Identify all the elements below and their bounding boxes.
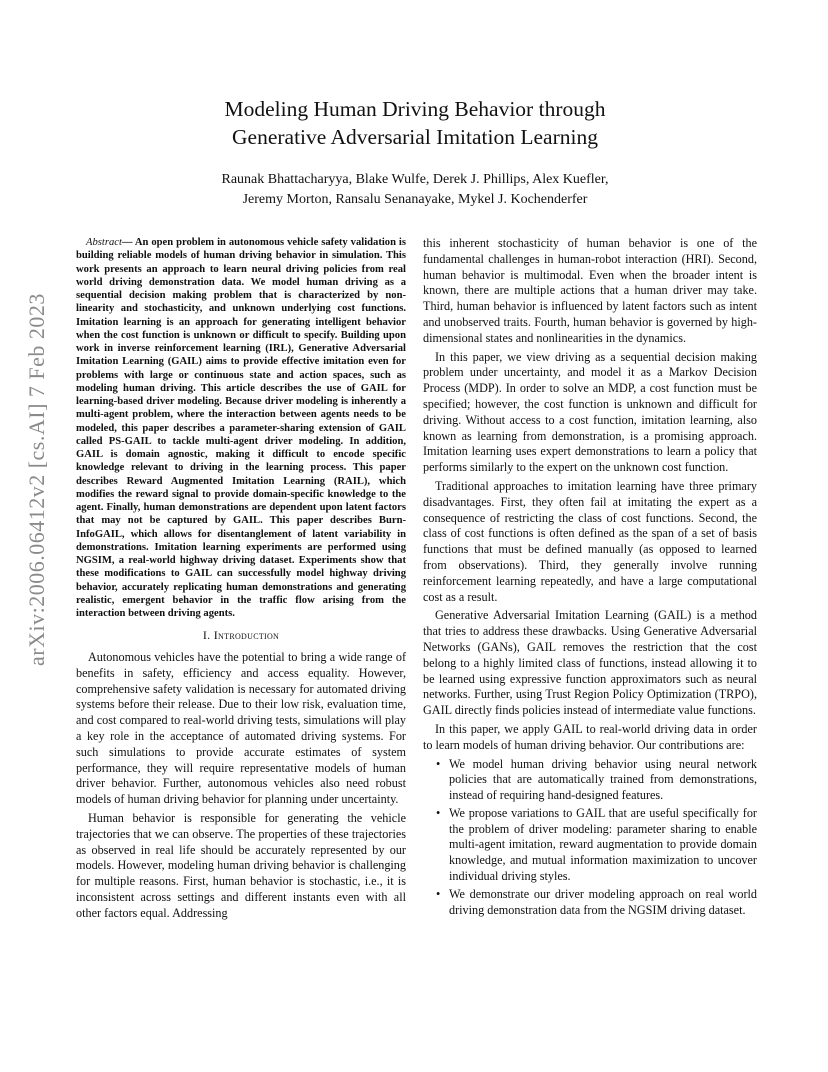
abstract (76, 236, 406, 620)
contributions-list (423, 757, 757, 919)
paper-title (80, 95, 750, 151)
body-paragraph: Traditional approaches to imitation learning have three primary disadvantages. First, they often fail at imitating the expert as a consequence of restricting the class of cost functions. Second, the class of cost functions is often defined as the span of a set of basis functions that must be defined manually (as opposed to learned from observations). Third, they generally involve running reinforcement learning repeatedly, and have a large computational cost as a result. (423, 478, 757, 604)
author-list-line-2: Jeremy Morton, Ransalu Senanayake, Mykel J. Kochenderfer (242, 192, 588, 207)
section-heading-introduction (76, 628, 406, 644)
arxiv-identifier-stamp: arXiv:2006.06412v2 [cs.AI] 7 Feb 2023 (24, 293, 49, 667)
paper-title-line-1: Modeling Human Driving Behavior through (224, 97, 606, 121)
section-title: Introduction (213, 628, 280, 643)
bullet-icon: • (436, 756, 441, 771)
abstract-label: Abstract (86, 237, 122, 248)
bullet-icon: • (436, 805, 441, 820)
body-paragraph: Generative Adversarial Imitation Learning (GAIL) is a method that tries to address these drawbacks. Using Generative Adversarial Networks (GANs), GAIL removes the restriction that the cost belong to a highly limited class of functions, instead allowing it to be learned using expressive function approximators such as neural networks. Further, using Trust Region Policy Optimization (TRPO), GAIL directly finds policies instead of intermediate value functions. (423, 608, 757, 718)
author-list-line-1: Raunak Bhattacharyya, Blake Wulfe, Derek J. Phillips, Alex Kuefler, (221, 172, 609, 187)
paper-title-line-2: Generative Adversarial Imitation Learning (232, 125, 598, 149)
list-item-text: We model human driving behavior using neural network policies that are automatically trained from demonstrations, instead of requiring hand-designed features. (449, 756, 757, 803)
section-number: I. (202, 628, 211, 643)
right-column (423, 236, 757, 920)
list-item (436, 886, 757, 919)
left-column (76, 236, 406, 925)
list-item-text: We demonstrate our driver modeling approach on real world driving demonstration data from the NGSIM driving dataset. (449, 886, 757, 917)
author-list (80, 170, 750, 210)
list-item (436, 805, 757, 885)
abstract-text: — An open problem in autonomous vehicle safety validation is building reliable models of human driving behavior in simulation. This work presents an approach to learn neural driving policies from real world driving demonstration data. We model human driving as a sequential decision making problem that is characterized by non-linearity and stochasticity, and unknown underlying cost functions. Imitation learning is an approach for generating intelligent behavior when the cost function is unknown or difficult to specify. Building upon work in inverse reinforcement learning (IRL), Generative Adversarial Imitation Learning (GAIL) aims to provide effective imitation even for problems with large or continuous state and action spaces, such as modeling human driving. This article describes the use of GAIL for learning-based driver modeling. Because driver modeling is inherently a multi-agent problem, where the interaction between agents needs to be modeled, this paper describes a parameter-sharing extension of GAIL called PS-GAIL to tackle multi-agent driver modeling. In addition, GAIL is domain agnostic, making it difficult to encode specific knowledge relevant to driving in the learning process. This paper describes Reward Augmented Imitation Learning (RAIL), which modifies the reward signal to provide domain-specific knowledge to the agent. Finally, human demonstrations are dependent upon latent factors that may not be captured by GAIL. This paper describes Burn-InfoGAIL, which allows for disentanglement of latent variability in demonstrations. Imitation learning experiments are performed using NGSIM, a real-world highway driving dataset. Experiments show that these modifications to GAIL can successfully model highway driving behavior, accurately replicating human demonstrations and generating realistic, emergent behavior in the traffic flow arising from the interaction between driving agents. (76, 237, 406, 619)
list-item-text: We propose variations to GAIL that are useful specifically for the problem of driver modeling: parameter sharing to enable multi-agent imitation, reward augmentation to provide domain knowledge, and mutual information maximization to uncover individual driving styles. (449, 805, 757, 884)
body-paragraph: Autonomous vehicles have the potential to bring a wide range of benefits in safety, efficiency and access equality. However, comprehensive safety validation is necessary for automated driving systems before their release. Due to their low risk, evaluation time, and cost compared to real-world driving tests, simulations will play a key role in the acceptance of automated driving systems. For such simulations to provide accurate estimates of system performance, they will require representative models of human driver behavior. Further, autonomous vehicles also need robust models of human driving behavior for planning under uncertainty. (76, 650, 406, 807)
body-paragraph: Human behavior is responsible for generating the vehicle trajectories that we can observe. The properties of these trajectories as observed in real life should be accurately represented by our models. However, modeling human driving behavior is challenging for multiple reasons. First, human behavior is stochastic, i.e., it is inconsistent across settings and different instants even with all other factors equal. Addressing (76, 811, 406, 920)
body-paragraph: In this paper, we apply GAIL to real-world driving data in order to learn models of human driving behavior. Our contributions are: (423, 721, 757, 752)
bullet-icon: • (436, 886, 441, 901)
list-item (436, 756, 757, 804)
body-paragraph: In this paper, we view driving as a sequential decision making problem under uncertainty, and model it as a Markov Decision Process (MDP). In order to solve an MDP, a cost function must be specified; however, the cost function is unknown and difficult for driving. Without access to a cost function, imitation learning, also known as learning from demonstration, is a promising approach. Imitation learning uses expert demonstrations to learn a policy that performs similarly to the expert on the unknown cost function. (423, 349, 757, 475)
body-paragraph: this inherent stochasticity of human behavior is one of the fundamental challenges in human-robot interaction (HRI). Second, human behavior is multimodal. Even when the broader intent is known, there are multiple actions that a human driver may take. Third, human behavior is influenced by latent factors such as intent and unobserved traits. Fourth, human behavior is governed by high-dimensional states and nonlinearities in the dynamics. (423, 236, 757, 345)
